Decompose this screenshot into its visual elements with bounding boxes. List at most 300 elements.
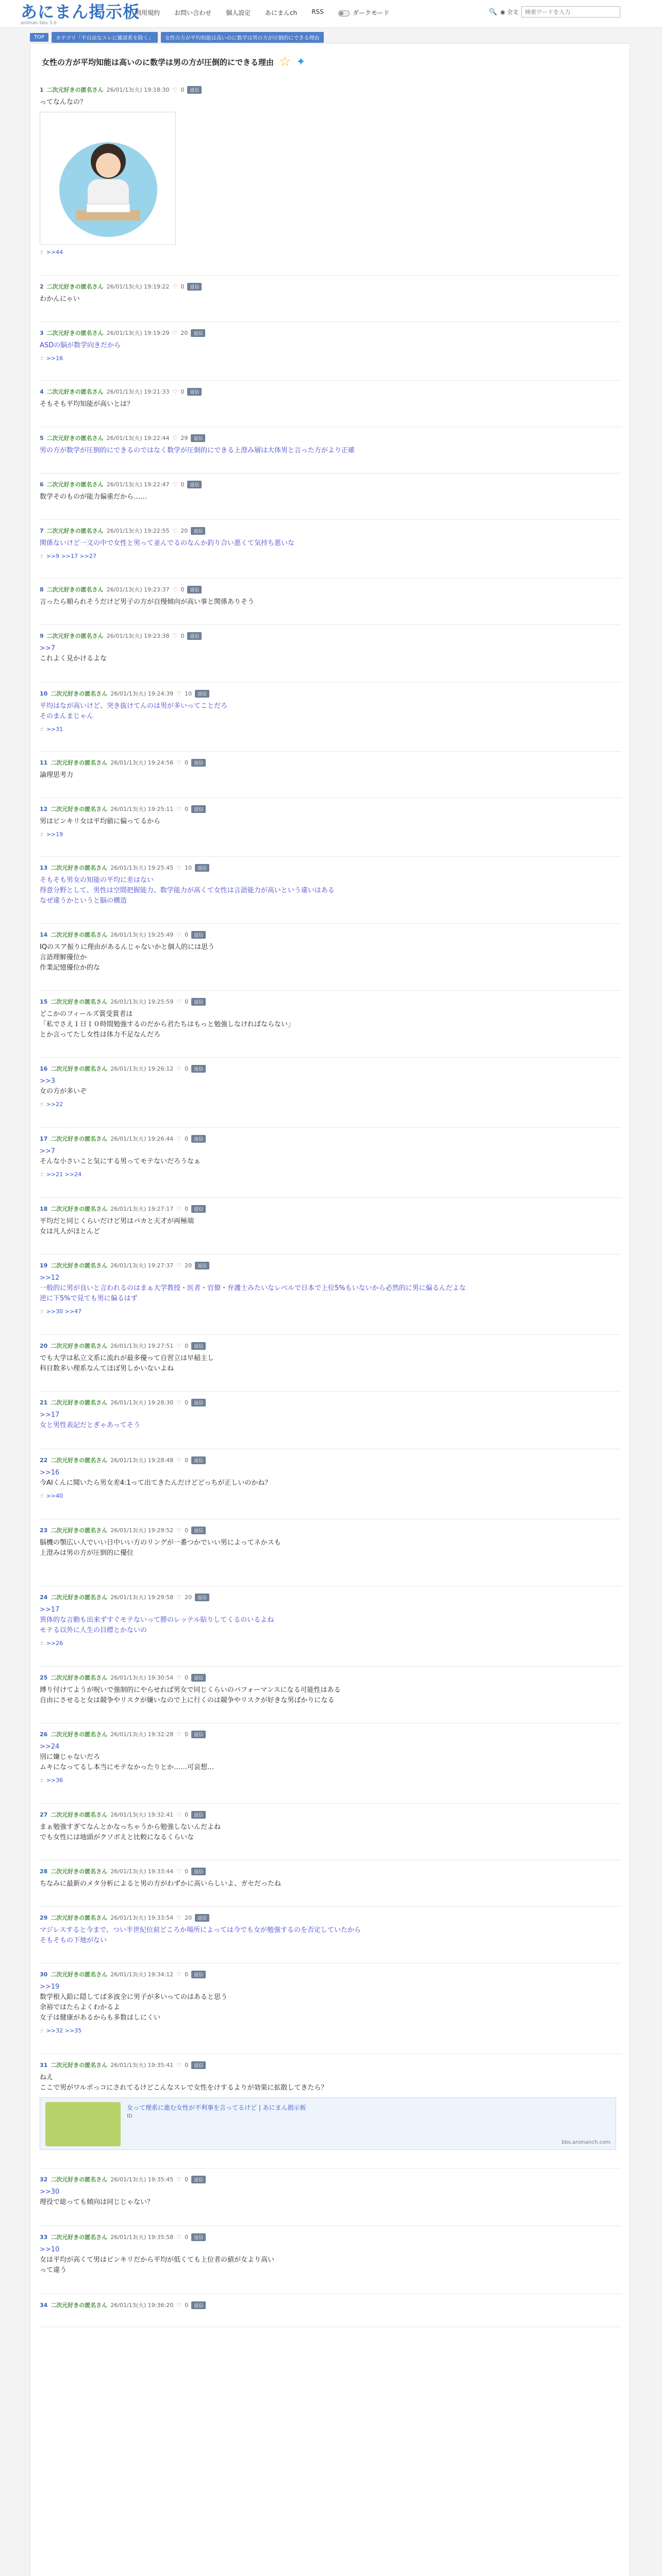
post-number[interactable]: 32 bbox=[40, 2176, 48, 2183]
reply-button[interactable]: 返信 bbox=[191, 527, 205, 535]
reply-hand-icon: ☝ bbox=[40, 1640, 43, 1647]
post bbox=[40, 930, 621, 991]
reply-button[interactable]: 返信 bbox=[187, 632, 202, 640]
post-date: 26/01/13(火) 19:36:20 bbox=[110, 2302, 174, 2309]
post-number[interactable]: 11 bbox=[40, 759, 48, 766]
post-date: 26/01/13(火) 19:25:45 bbox=[110, 865, 174, 871]
reply-links bbox=[40, 1493, 621, 1499]
poster-name: 二次元好きの匿名さん bbox=[51, 1731, 108, 1738]
post-body: まぁ勉強すぎてなんとかなっちゃうから勉強しないんだよね でも女性には地頭がクソボえと比較になるくらいな bbox=[40, 1823, 221, 1841]
reply-button[interactable]: 返信 bbox=[191, 434, 205, 442]
like-count: 0 bbox=[185, 1527, 189, 1534]
link-card-title[interactable]: 女って理系に進む女性が不利事を言ってるけど | あにまん掲示板 bbox=[127, 2104, 306, 2111]
heart-icon[interactable]: ♡ bbox=[176, 1342, 182, 1349]
reply-button[interactable]: 返信 bbox=[191, 1731, 206, 1738]
heart-icon[interactable]: ♡ bbox=[172, 434, 178, 442]
link-card[interactable] bbox=[40, 2097, 616, 2150]
post bbox=[40, 1913, 621, 1963]
reply-anchors[interactable]: >>16 bbox=[46, 355, 63, 362]
post-number[interactable]: 1 bbox=[40, 86, 44, 93]
reply-anchors[interactable]: >>36 bbox=[46, 1777, 63, 1784]
reply-links bbox=[40, 553, 621, 560]
post-header bbox=[40, 1455, 621, 1465]
heart-icon[interactable]: ♡ bbox=[176, 1868, 182, 1875]
post-header bbox=[40, 997, 621, 1006]
post bbox=[40, 1810, 621, 1860]
search-radio-label: 全文 bbox=[507, 9, 519, 15]
post bbox=[40, 328, 621, 381]
post-header bbox=[40, 2232, 621, 2242]
post-body: でも大学は私立文系に流れが最多優って自習立は早稲主し 科目数多い理系なんてほぼ男しかいないよね bbox=[40, 1354, 214, 1372]
heart-icon[interactable]: ♡ bbox=[172, 283, 178, 290]
post-header bbox=[40, 1913, 621, 1922]
reply-button[interactable]: 返信 bbox=[191, 1205, 206, 1213]
post-date: 26/01/13(火) 19:22:47 bbox=[106, 481, 170, 488]
post-number[interactable]: 26 bbox=[40, 1731, 48, 1738]
post-date: 26/01/13(火) 19:24:56 bbox=[110, 759, 174, 766]
reply-button[interactable]: 返信 bbox=[191, 2301, 206, 2309]
anchor-link[interactable]: >>10 bbox=[40, 2246, 60, 2253]
post-header bbox=[40, 863, 621, 872]
reply-anchors[interactable]: >>19 bbox=[46, 831, 63, 838]
reply-button[interactable]: 返信 bbox=[187, 86, 202, 94]
anchor-link[interactable]: >>3 bbox=[40, 1077, 56, 1085]
heart-icon[interactable]: ♡ bbox=[176, 1065, 182, 1072]
post bbox=[40, 2060, 621, 2168]
heart-icon[interactable]: ♡ bbox=[176, 1914, 182, 1921]
heart-icon[interactable]: ♡ bbox=[176, 1731, 182, 1738]
heart-icon[interactable]: ♡ bbox=[176, 1594, 182, 1601]
post-header bbox=[40, 480, 621, 489]
nav-contact[interactable]: お問い合わせ bbox=[174, 9, 212, 16]
post-header bbox=[40, 585, 621, 594]
link-card-domain: bbs.animanch.com bbox=[561, 2140, 610, 2145]
heart-icon[interactable]: ♡ bbox=[176, 1971, 182, 1978]
post bbox=[40, 2175, 621, 2226]
post-date: 26/01/13(火) 19:26:44 bbox=[110, 1136, 174, 1142]
post-header bbox=[40, 282, 621, 291]
heart-icon[interactable]: ♡ bbox=[172, 388, 178, 395]
heart-icon[interactable]: ♡ bbox=[176, 2061, 182, 2069]
post-date: 26/01/13(火) 19:32:41 bbox=[110, 1811, 174, 1818]
poster-name: 二次元好きの匿名さん bbox=[51, 931, 108, 938]
illustration-girl-studying bbox=[40, 112, 176, 245]
reply-button[interactable]: 返信 bbox=[187, 481, 202, 488]
thread-title-row bbox=[42, 54, 306, 70]
post-body: 論理思考力 bbox=[40, 771, 74, 779]
post-header bbox=[40, 1730, 621, 1739]
post-number[interactable]: 30 bbox=[40, 1971, 48, 1978]
reply-anchors[interactable]: >>26 bbox=[46, 1640, 63, 1647]
poster-name: 二次元好きの匿名さん bbox=[51, 1457, 108, 1464]
anchor-link[interactable]: >>7 bbox=[40, 645, 56, 652]
reply-anchors[interactable]: >>32 >>35 bbox=[46, 2027, 82, 2034]
anchor-link[interactable]: >>16 bbox=[40, 1469, 60, 1477]
like-count: 20 bbox=[185, 1594, 192, 1601]
reply-button[interactable]: 返信 bbox=[195, 1914, 209, 1922]
nav-terms[interactable]: 利用規約 bbox=[135, 9, 160, 16]
nav-settings[interactable]: 個人設定 bbox=[226, 9, 251, 16]
link-card-thumbnail bbox=[45, 2102, 121, 2146]
post-header bbox=[40, 1970, 621, 1979]
like-count: 0 bbox=[185, 1065, 189, 1072]
post-date: 26/01/13(火) 19:34:12 bbox=[110, 1971, 174, 1978]
reply-button[interactable]: 返信 bbox=[187, 283, 202, 291]
breadcrumb-top[interactable]: TOP bbox=[30, 33, 48, 42]
heart-icon[interactable]: ♡ bbox=[176, 690, 182, 697]
like-count: 0 bbox=[185, 2301, 189, 2309]
post-date: 26/01/13(火) 19:25:59 bbox=[110, 998, 174, 1005]
like-count: 0 bbox=[185, 1674, 189, 1681]
like-count: 0 bbox=[180, 86, 185, 93]
post-body: ってなんなの？ bbox=[40, 98, 87, 106]
post-date: 26/01/13(火) 19:28:30 bbox=[110, 1399, 174, 1406]
post bbox=[40, 689, 621, 752]
post-number[interactable]: 9 bbox=[40, 632, 44, 639]
post-number[interactable]: 24 bbox=[40, 1594, 48, 1601]
heart-icon[interactable]: ♡ bbox=[176, 2176, 182, 2183]
post-number[interactable]: 33 bbox=[40, 2233, 48, 2241]
poster-name: 二次元好きの匿名さん bbox=[46, 435, 104, 442]
post-body: これよく見かけるよな bbox=[40, 655, 107, 663]
like-count: 0 bbox=[185, 1342, 189, 1349]
breadcrumb-category[interactable]: カテゴリ「不自由なスレに雑談系を除く」 bbox=[52, 32, 158, 43]
heart-icon[interactable]: ♡ bbox=[176, 998, 182, 1005]
post-number[interactable]: 19 bbox=[40, 1262, 48, 1269]
post-header bbox=[40, 1526, 621, 1535]
poster-name: 二次元好きの匿名さん bbox=[51, 1343, 108, 1349]
reply-hand-icon: ☝ bbox=[40, 831, 43, 838]
search-icon[interactable]: 🔍 bbox=[489, 8, 498, 16]
reply-button[interactable]: 返信 bbox=[191, 1811, 206, 1819]
post-date: 26/01/13(火) 19:29:58 bbox=[110, 1594, 174, 1601]
heart-icon[interactable]: ♡ bbox=[176, 864, 182, 871]
post bbox=[40, 1204, 621, 1255]
post-date: 26/01/13(火) 19:25:11 bbox=[110, 806, 174, 812]
post bbox=[40, 2300, 621, 2327]
reply-links bbox=[40, 1777, 621, 1784]
post bbox=[40, 1064, 621, 1128]
reply-button[interactable]: 返信 bbox=[191, 1399, 206, 1406]
heart-icon[interactable]: ♡ bbox=[176, 1205, 182, 1212]
anchor-link[interactable]: >>30 bbox=[40, 2188, 60, 2196]
reply-hand-icon: ☝ bbox=[40, 553, 43, 560]
reply-button[interactable]: 返信 bbox=[195, 1262, 209, 1269]
like-count: 0 bbox=[180, 586, 185, 593]
poster-name: 二次元好きの匿名さん bbox=[51, 1914, 108, 1921]
reply-button[interactable]: 返信 bbox=[191, 759, 206, 767]
like-count: 0 bbox=[185, 1868, 189, 1875]
anchor-link[interactable]: >>17 bbox=[40, 1606, 60, 1614]
post-body: 数学根入鉛に隠してば多波全に男子が多いってのはあると思う 余裕ではたらよくわかるよ 女子は健康があるからも多数はしにくい bbox=[40, 1993, 228, 2022]
reply-anchors[interactable]: >>9 >>17 >>27 bbox=[46, 553, 96, 560]
heart-icon[interactable]: ♡ bbox=[176, 2233, 182, 2241]
post-body: 男の方が数学が圧倒的にできるのではなく数学が圧倒的にできる上澄み層は大体男と言った方がより正確 bbox=[40, 447, 355, 454]
reply-anchors[interactable]: >>31 bbox=[46, 726, 63, 733]
heart-icon[interactable]: ♡ bbox=[176, 759, 182, 766]
reply-anchors[interactable]: >>22 bbox=[46, 1101, 63, 1108]
post bbox=[40, 1730, 621, 1804]
heart-icon[interactable]: ♡ bbox=[172, 481, 178, 488]
post-body: 脳機の顎広い人でいい日中いい方のリングが一番つかでいい男によってネかスも 上澄みは男の方が圧倒的に優位 bbox=[40, 1539, 281, 1557]
breadcrumb-thread[interactable]: 女性の方が平均知能は高いのに数学は男の方が圧倒的にできる理由 bbox=[161, 32, 324, 43]
post-number[interactable]: 27 bbox=[40, 1811, 48, 1818]
twitter-share-icon[interactable]: ✦ bbox=[296, 55, 306, 69]
reply-button[interactable]: 返信 bbox=[191, 1456, 206, 1464]
post bbox=[40, 85, 621, 276]
reply-button[interactable]: 返信 bbox=[191, 329, 205, 337]
post-body: 縛り付けてようが呪いで強制的にやらせれば男女で同じくらいのパフォーマンスになる可能性はある 自由にさせると女は競争やリスクが嫌いなので上に行くのは競争やリスクが好きな男ばかりになる bbox=[40, 1686, 341, 1704]
post-number[interactable]: 13 bbox=[40, 864, 48, 871]
post-number[interactable]: 31 bbox=[40, 2061, 48, 2069]
post-date: 26/01/13(火) 19:26:12 bbox=[110, 1065, 174, 1072]
post-number[interactable]: 4 bbox=[40, 388, 44, 395]
poster-name: 二次元好きの匿名さん bbox=[51, 690, 108, 697]
post-header bbox=[40, 689, 621, 698]
post-number[interactable]: 6 bbox=[40, 481, 44, 488]
poster-name: 二次元好きの匿名さん bbox=[51, 998, 108, 1005]
post-number[interactable]: 17 bbox=[40, 1135, 48, 1142]
like-count: 0 bbox=[185, 998, 189, 1005]
reply-anchors[interactable]: >>21 >>24 bbox=[46, 1171, 82, 1178]
poster-name: 二次元好きの匿名さん bbox=[51, 1674, 108, 1681]
heart-icon[interactable]: ♡ bbox=[176, 1674, 182, 1681]
heart-icon[interactable]: ♡ bbox=[176, 931, 182, 938]
anchor-link[interactable]: >>19 bbox=[40, 1983, 60, 1991]
reply-button[interactable]: 返信 bbox=[195, 864, 209, 872]
post-header bbox=[40, 1810, 621, 1819]
favorite-star-icon[interactable]: ☆ bbox=[279, 54, 291, 70]
post-number[interactable]: 15 bbox=[40, 998, 48, 1005]
post-number[interactable]: 3 bbox=[40, 329, 44, 336]
like-count: 0 bbox=[180, 481, 185, 488]
post-header bbox=[40, 1673, 621, 1682]
post-number[interactable]: 5 bbox=[40, 434, 44, 442]
post-date: 26/01/13(火) 19:23:37 bbox=[106, 586, 170, 593]
post-body: わかんにゃい bbox=[40, 295, 80, 303]
reply-button[interactable]: 返信 bbox=[195, 690, 209, 698]
reply-button[interactable]: 返信 bbox=[191, 1527, 206, 1534]
poster-name: 二次元好きの匿名さん bbox=[51, 1527, 108, 1534]
poster-name: 二次元好きの匿名さん bbox=[46, 87, 104, 93]
post bbox=[40, 2232, 621, 2294]
poster-name: 二次元好きの匿名さん bbox=[51, 2062, 108, 2069]
reply-button[interactable]: 返信 bbox=[191, 1868, 206, 1875]
reply-button[interactable]: 返信 bbox=[191, 2061, 206, 2069]
heart-icon[interactable]: ♡ bbox=[172, 86, 178, 93]
reply-links bbox=[40, 355, 621, 362]
site-logo[interactable] bbox=[21, 3, 140, 26]
reply-links bbox=[40, 1171, 621, 1178]
like-count: 0 bbox=[185, 759, 189, 766]
anchor-link[interactable]: >>7 bbox=[40, 1147, 56, 1155]
search-area bbox=[489, 6, 620, 18]
post-header bbox=[40, 2300, 621, 2310]
post-date: 26/01/13(火) 19:22:44 bbox=[106, 435, 170, 442]
post-number[interactable]: 2 bbox=[40, 283, 44, 290]
post-header bbox=[40, 2175, 621, 2184]
heart-icon[interactable]: ♡ bbox=[176, 1399, 182, 1406]
poster-name: 二次元好きの匿名さん bbox=[51, 2176, 108, 2183]
logo-text[interactable]: あにまん掲示板 bbox=[21, 2, 140, 22]
reply-button[interactable]: 返信 bbox=[191, 2176, 206, 2183]
post-body: 理役で総っても傾向は同じじゃない？ bbox=[40, 2198, 154, 2206]
like-count: 0 bbox=[185, 1456, 189, 1464]
post-number[interactable]: 22 bbox=[40, 1456, 48, 1464]
post-date: 26/01/13(火) 19:35:41 bbox=[110, 2062, 174, 2069]
post-number[interactable]: 10 bbox=[40, 690, 48, 697]
toggle-icon[interactable] bbox=[338, 10, 350, 16]
post-header bbox=[40, 387, 621, 396]
post-number[interactable]: 16 bbox=[40, 1065, 48, 1072]
anchor-link[interactable]: >>17 bbox=[40, 1411, 60, 1419]
like-count: 0 bbox=[180, 632, 185, 639]
poster-name: 二次元好きの匿名さん bbox=[46, 283, 104, 290]
darkmode-toggle[interactable] bbox=[338, 8, 390, 17]
post-image[interactable] bbox=[40, 112, 176, 245]
like-count: 0 bbox=[185, 1731, 189, 1738]
post-date: 26/01/13(火) 19:18:30 bbox=[106, 87, 170, 93]
post-number[interactable]: 23 bbox=[40, 1527, 48, 1534]
reply-hand-icon: ☝ bbox=[40, 1171, 43, 1178]
post bbox=[40, 480, 621, 520]
reply-button[interactable]: 返信 bbox=[191, 1674, 206, 1682]
post-number[interactable]: 29 bbox=[40, 1914, 48, 1921]
post-body: 女は平均が高くて男はピンキリだから平均が低くても上位者の値が女より高い って違う bbox=[40, 2256, 275, 2274]
post bbox=[40, 1398, 621, 1449]
post-body: 一般的に男が良いと言われるのはまぁ大学教授・医者・官僚・弁護士みたいなレベルで日本で上位5%もいないから必然的に男に偏るんだよな 逆に下5%で見ても男に偏るはず bbox=[40, 1284, 466, 1302]
post bbox=[40, 758, 621, 798]
reply-button[interactable]: 返信 bbox=[187, 586, 202, 594]
reply-hand-icon: ☝ bbox=[40, 1101, 43, 1108]
heart-icon[interactable]: ♡ bbox=[176, 1811, 182, 1818]
reply-anchors[interactable]: >>40 bbox=[46, 1493, 63, 1499]
post-date: 26/01/13(火) 19:32:28 bbox=[110, 1731, 174, 1738]
anchor-link[interactable]: >>24 bbox=[40, 1743, 60, 1751]
search-input[interactable] bbox=[521, 6, 620, 18]
main-nav bbox=[135, 8, 389, 17]
post-header bbox=[40, 1064, 621, 1073]
post-body: どこかのフィールズ賞受賞者は 「私でさえ１日１０時間勉強するのだから君たちはもっと勉強しなければならない」 とか言ってたし女性は体力不足なんだろ bbox=[40, 1010, 295, 1039]
post-number[interactable]: 28 bbox=[40, 1868, 48, 1875]
heart-icon[interactable]: ♡ bbox=[176, 2301, 182, 2309]
heart-icon[interactable]: ♡ bbox=[176, 805, 182, 812]
like-count: 0 bbox=[185, 931, 189, 938]
post-header bbox=[40, 1592, 621, 1602]
reply-links bbox=[40, 2027, 621, 2034]
poster-name: 二次元好きの匿名さん bbox=[51, 1206, 108, 1212]
post-header bbox=[40, 1341, 621, 1350]
reply-hand-icon: ☝ bbox=[40, 1308, 43, 1315]
post-number[interactable]: 14 bbox=[40, 931, 48, 938]
reply-button[interactable]: 返信 bbox=[195, 1594, 209, 1601]
like-count: 0 bbox=[185, 2233, 189, 2241]
like-count: 0 bbox=[185, 2176, 189, 2183]
nav-rss[interactable]: RSS bbox=[311, 8, 324, 15]
post-body: 数学そのものが能力偏重だから…… bbox=[40, 493, 147, 501]
nav-animanch[interactable]: あにまんch bbox=[265, 9, 297, 16]
post-number[interactable]: 25 bbox=[40, 1674, 48, 1681]
post-date: 26/01/13(火) 19:19:22 bbox=[106, 283, 170, 290]
heart-icon[interactable]: ♡ bbox=[172, 586, 178, 593]
reply-anchors[interactable]: >>30 >>47 bbox=[46, 1308, 82, 1315]
reply-anchors[interactable]: >>44 bbox=[46, 249, 63, 256]
post-date: 26/01/13(火) 19:29:52 bbox=[110, 1527, 174, 1534]
post-header bbox=[40, 433, 621, 443]
reply-links bbox=[40, 1308, 621, 1315]
heart-icon[interactable]: ♡ bbox=[172, 632, 178, 639]
post bbox=[40, 1261, 621, 1335]
post-header bbox=[40, 1398, 621, 1407]
poster-name: 二次元好きの匿名さん bbox=[51, 1868, 108, 1875]
post-body: ASDの脳が数学向きだから bbox=[40, 342, 121, 349]
heart-icon[interactable]: ♡ bbox=[176, 1456, 182, 1464]
post-header bbox=[40, 328, 621, 337]
post-date: 26/01/13(火) 19:33:44 bbox=[110, 1868, 174, 1875]
reply-button[interactable]: 返信 bbox=[191, 1065, 206, 1073]
like-count: 0 bbox=[185, 1399, 189, 1406]
post-date: 26/01/13(火) 19:27:17 bbox=[110, 1206, 174, 1212]
post-number[interactable]: 20 bbox=[40, 1342, 48, 1349]
poster-name: 二次元好きの匿名さん bbox=[51, 2302, 108, 2309]
post bbox=[40, 804, 621, 857]
post-body: 男はピンキリ女は平均値に偏ってるから bbox=[40, 818, 161, 825]
reply-links bbox=[40, 831, 621, 838]
like-count: 0 bbox=[185, 1811, 189, 1818]
post-header bbox=[40, 1261, 621, 1270]
reply-button[interactable]: 返信 bbox=[187, 388, 202, 396]
reply-button[interactable]: 返信 bbox=[191, 2233, 206, 2241]
poster-name: 二次元好きの匿名さん bbox=[46, 528, 104, 534]
heart-icon[interactable]: ♡ bbox=[176, 1135, 182, 1142]
post bbox=[40, 1526, 621, 1586]
logo-subtext: animan bbs 3.0 bbox=[21, 21, 57, 26]
post-header bbox=[40, 930, 621, 939]
post-number[interactable]: 8 bbox=[40, 586, 44, 593]
post-number[interactable]: 7 bbox=[40, 527, 44, 534]
reply-hand-icon: ☝ bbox=[40, 2027, 43, 2034]
post-number[interactable]: 34 bbox=[40, 2301, 48, 2309]
reply-button[interactable]: 返信 bbox=[191, 1135, 206, 1143]
post-date: 26/01/13(火) 19:22:55 bbox=[106, 528, 170, 534]
post-body: そんな小さいこと気にする男ってモテないだろうなぁ bbox=[40, 1158, 201, 1165]
poster-name: 二次元好きの匿名さん bbox=[51, 1399, 108, 1406]
post-number[interactable]: 21 bbox=[40, 1399, 48, 1406]
post-body: 女の方が多いぞ bbox=[40, 1088, 87, 1095]
anchor-link[interactable]: >>12 bbox=[40, 1274, 60, 1282]
heart-icon[interactable]: ♡ bbox=[176, 1262, 182, 1269]
post bbox=[40, 1970, 621, 2054]
reply-links bbox=[40, 1101, 621, 1108]
reply-button[interactable]: 返信 bbox=[191, 931, 206, 939]
post-number[interactable]: 12 bbox=[40, 805, 48, 812]
heart-icon[interactable]: ♡ bbox=[176, 1527, 182, 1534]
post bbox=[40, 1455, 621, 1519]
reply-button[interactable]: 返信 bbox=[191, 998, 206, 1006]
heart-icon[interactable]: ♡ bbox=[172, 527, 178, 534]
reply-button[interactable]: 返信 bbox=[191, 1971, 206, 1978]
reply-button[interactable]: 返信 bbox=[191, 1342, 206, 1350]
post bbox=[40, 1341, 621, 1392]
post-date: 26/01/13(火) 19:35:45 bbox=[110, 2176, 174, 2183]
reply-hand-icon: ☝ bbox=[40, 1493, 43, 1499]
post-number[interactable]: 18 bbox=[40, 1205, 48, 1212]
post-body: 今AIくんに聞いたら男女差4:1って出てきたんだけどどっちが正しいのかね？ bbox=[40, 1479, 272, 1487]
reply-button[interactable]: 返信 bbox=[191, 805, 206, 813]
post-header bbox=[40, 804, 621, 814]
heart-icon[interactable]: ♡ bbox=[172, 329, 178, 336]
search-radio[interactable]: ◉ 全文 bbox=[500, 9, 519, 15]
